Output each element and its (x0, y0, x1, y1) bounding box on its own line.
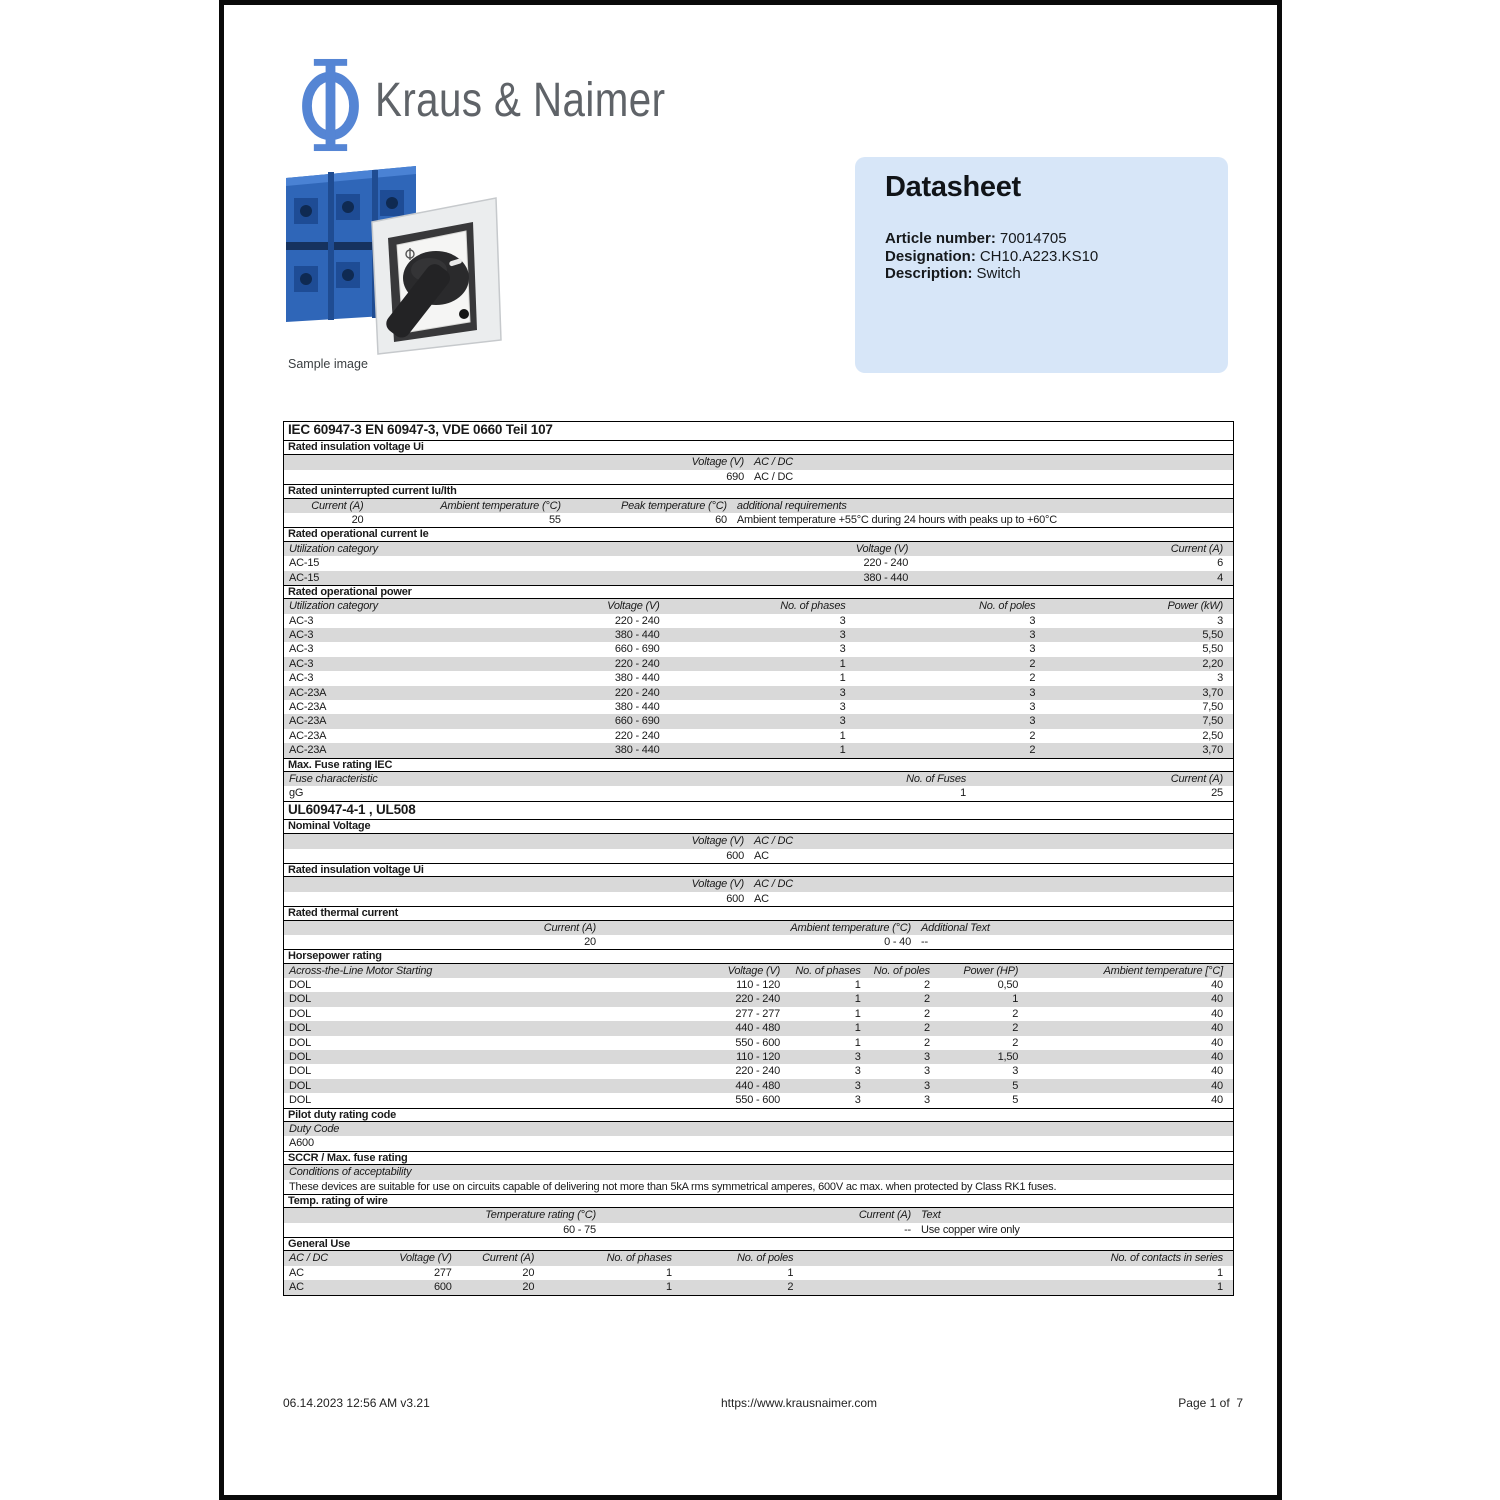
table-cell: 1 (854, 1022, 861, 1035)
table-cell: 2,20 (1202, 657, 1223, 670)
table-cell: 220 - 240 (614, 729, 660, 742)
card-fields (885, 230, 1098, 283)
column-header: Utilization category (289, 542, 378, 555)
table-cell: 3 (1029, 629, 1036, 642)
table-cell: 220 - 240 (863, 557, 909, 570)
table-cell: 1 (839, 744, 846, 757)
article-number-field (885, 230, 1098, 248)
table-cell: AC-23A (289, 701, 327, 714)
column-header: Power (HP) (963, 964, 1019, 977)
table-cell: 220 - 240 (735, 993, 781, 1006)
column-header: additional requirements (736, 499, 847, 512)
section-title: IEC 60947-3 EN 60947-3, VDE 0660 Teil 107 (284, 422, 1233, 441)
column-header: Current (A) (543, 921, 596, 934)
table-row (284, 700, 1233, 714)
table-cell: 1 (787, 1266, 794, 1279)
table-cell: 380 - 440 (614, 744, 660, 757)
column-header: Ambient temperature [°C] (1103, 964, 1223, 977)
table-row (284, 1064, 1233, 1078)
table-cell: 20 (584, 935, 596, 948)
table-row (284, 1021, 1233, 1035)
table-cell: 1 (839, 672, 846, 685)
table-cell: 1 (665, 1281, 672, 1294)
table-row (284, 1280, 1233, 1294)
table-cell: AC-23A (289, 715, 327, 728)
table-cell: 1 (1217, 1281, 1223, 1294)
table-cell: AC-23A (289, 686, 327, 699)
table-row (284, 642, 1233, 656)
table-cell: Use copper wire only (921, 1223, 1020, 1236)
section-title: Pilot duty rating code (284, 1108, 1233, 1122)
column-header-row (284, 499, 1233, 513)
column-header: Additional Text (921, 921, 990, 934)
table-cell: 55 (549, 513, 561, 526)
column-header: No. of phases (780, 600, 846, 613)
table-cell: 660 - 690 (614, 715, 660, 728)
table-cell: 600 (433, 1281, 452, 1294)
column-header: Current (A) (311, 499, 364, 512)
designation-value: CH10.A223.KS10 (979, 247, 1099, 265)
table-cell: 40 (1211, 1094, 1223, 1107)
table-row (284, 1036, 1233, 1050)
table-cell: 1 (854, 993, 861, 1006)
table-cell: 2 (924, 1036, 930, 1049)
article-number-label: Article number: (885, 230, 996, 247)
column-header: No. of poles (737, 1252, 794, 1265)
article-number-value: 70014705 (999, 230, 1067, 247)
footer-page-number: Page 1 of 7 (1178, 1396, 1243, 1410)
table-cell: DOL (289, 979, 312, 992)
table-row (284, 1093, 1233, 1107)
column-header: No. of contacts in series (1110, 1252, 1223, 1265)
table-cell: 3 (1029, 614, 1036, 627)
column-header: Utilization category (289, 600, 378, 613)
column-header: AC / DC (754, 878, 793, 891)
table-cell: DOL (289, 1036, 312, 1049)
table-cell: AC-3 (289, 672, 314, 685)
table-cell: 3 (1029, 643, 1036, 656)
table-cell: 40 (1211, 1036, 1223, 1049)
table-cell: 4 (1217, 571, 1223, 584)
table-cell: 2 (1029, 744, 1036, 757)
section-title: Temp. rating of wire (284, 1194, 1233, 1208)
table-row (284, 1079, 1233, 1093)
table-cell: 3 (1029, 686, 1036, 699)
table-cell: DOL (289, 1079, 312, 1092)
column-header: Voltage (V) (399, 1252, 452, 1265)
column-header: No. of Fuses (906, 772, 967, 785)
table-cell: AC-3 (289, 643, 314, 656)
column-header: No. of poles (873, 964, 930, 977)
column-header: Duty Code (289, 1122, 340, 1135)
table-cell: 2 (924, 1022, 930, 1035)
table-cell: 1 (1217, 1266, 1223, 1279)
table-cell: 0 - 40 (884, 935, 912, 948)
table-cell: 60 - 75 (563, 1223, 596, 1236)
table-cell: 2 (924, 979, 930, 992)
table-cell: AC-3 (289, 629, 314, 642)
column-header: Conditions of acceptability (289, 1166, 412, 1179)
product-caption: Sample image (288, 357, 368, 371)
table-cell: DOL (289, 993, 312, 1006)
table-cell: 20 (522, 1281, 535, 1294)
table-cell: 380 - 440 (614, 701, 660, 714)
column-header: Voltage (V) (691, 835, 744, 848)
table-cell: -- (921, 935, 928, 948)
table-cell: 1 (1012, 993, 1019, 1006)
switch-product-image (268, 162, 505, 356)
table-cell: 3 (839, 614, 846, 627)
table-row (284, 1050, 1233, 1064)
table-cell: AC (754, 849, 769, 862)
section-title: Nominal Voltage (284, 820, 1233, 834)
section-title: Rated insulation voltage Ui (284, 441, 1233, 455)
table-cell: 40 (1211, 1065, 1223, 1078)
table-cell: 1 (665, 1266, 672, 1279)
table-cell: 3 (924, 1051, 930, 1064)
description-field (885, 265, 1098, 283)
column-header: Voltage (V) (855, 542, 909, 555)
column-header-row (284, 1208, 1233, 1222)
table-row (284, 786, 1233, 800)
section-title: Rated thermal current (284, 906, 1233, 920)
table-cell: gG (289, 787, 304, 800)
table-cell: 440 - 480 (735, 1079, 781, 1092)
table-row (284, 556, 1233, 570)
column-header: No. of poles (979, 600, 1036, 613)
table-cell: 1,50 (997, 1051, 1019, 1064)
table-cell: 0,50 (997, 979, 1019, 992)
table-row (284, 978, 1233, 992)
table-cell: 3 (839, 629, 846, 642)
table-cell: 3 (1217, 614, 1223, 627)
table-cell: 20 (351, 513, 364, 526)
page-footer (283, 1396, 1243, 1412)
table-cell: 3 (839, 643, 846, 656)
table-row (284, 714, 1233, 728)
table-row (284, 1180, 1233, 1194)
section-title: Rated operational current Ie (284, 527, 1233, 541)
table-cell: 3,70 (1202, 744, 1223, 757)
table-cell: Ambient temperature +55°C during 24 hours with peaks up to +60°C (736, 513, 1057, 526)
table-cell: DOL (289, 1007, 312, 1020)
column-header: Ambient temperature (°C) (790, 921, 912, 934)
section-title: Rated uninterrupted current Iu/Ith (284, 484, 1233, 498)
table-row (284, 614, 1233, 628)
table-cell: 3 (854, 1094, 861, 1107)
table-cell: 1 (839, 729, 846, 742)
table-cell: 25 (1211, 787, 1223, 800)
table-cell: AC-23A (289, 729, 327, 742)
table-cell: 1 (854, 979, 861, 992)
column-header-row (284, 1122, 1233, 1136)
column-header: Voltage (V) (727, 964, 781, 977)
section-title: General Use (284, 1237, 1233, 1251)
table-cell: AC (289, 1266, 304, 1279)
column-header: AC / DC (754, 456, 793, 469)
column-header-row (284, 1251, 1233, 1265)
footer-date-version: 06.14.2023 12:56 AM v3.21 (283, 1396, 430, 1410)
table-cell: AC (754, 892, 769, 905)
column-header-row (284, 834, 1233, 848)
section-title: Horsepower rating (284, 949, 1233, 963)
table-cell: 600 (726, 892, 744, 905)
table-cell: 3 (1029, 701, 1036, 714)
description-value: Switch (976, 265, 1021, 282)
table-cell: 220 - 240 (614, 614, 660, 627)
table-cell: 7,50 (1202, 715, 1223, 728)
designation-field (885, 248, 1098, 266)
column-header: Voltage (V) (691, 456, 744, 469)
table-cell: 550 - 600 (735, 1094, 781, 1107)
table-row (284, 571, 1233, 585)
table-cell: 7,50 (1202, 701, 1223, 714)
column-header: No. of phases (606, 1252, 672, 1265)
table-row (284, 1007, 1233, 1021)
table-cell: 3,70 (1202, 686, 1223, 699)
section-title: SCCR / Max. fuse rating (284, 1151, 1233, 1165)
footer-url[interactable]: https://www.krausnaimer.com (721, 1396, 878, 1410)
table-cell: A600 (289, 1137, 314, 1150)
table-cell: DOL (289, 1022, 312, 1035)
column-header: Voltage (V) (691, 878, 744, 891)
table-cell: 2 (924, 993, 930, 1006)
column-header: AC / DC (754, 835, 793, 848)
table-row (284, 849, 1233, 863)
table-cell: DOL (289, 1094, 312, 1107)
section-title: Rated operational power (284, 585, 1233, 599)
table-row (284, 470, 1233, 484)
table-cell: 3 (839, 686, 846, 699)
table-row (284, 935, 1233, 949)
table-row (284, 513, 1233, 527)
table-row (284, 892, 1233, 906)
table-cell: 380 - 440 (614, 672, 660, 685)
table-cell: 40 (1211, 993, 1223, 1006)
table-cell: 3 (854, 1051, 861, 1064)
table-cell: 3 (854, 1079, 861, 1092)
table-cell: 40 (1211, 1022, 1223, 1035)
table-cell: 1 (854, 1007, 861, 1020)
table-row (284, 992, 1233, 1006)
info-card (855, 157, 1228, 373)
table-cell: 690 (726, 470, 744, 483)
table-row (284, 628, 1233, 642)
table-cell: 40 (1211, 1079, 1223, 1092)
table-cell: 2 (1029, 657, 1036, 670)
table-cell: 5 (1012, 1079, 1019, 1092)
table-cell: 3 (924, 1094, 930, 1107)
designation-label: Designation: (885, 247, 976, 265)
table-row (284, 657, 1233, 671)
column-header: Current (A) (858, 1209, 912, 1222)
table-cell: 2,50 (1202, 729, 1223, 742)
column-header: Voltage (V) (607, 600, 660, 613)
table-row (284, 743, 1233, 757)
table-cell: These devices are suitable for use on circuits capable of delivering not more than 5kA rms symmetrical amperes, 600V ac max. when protected by Class RK1 fuses. (289, 1180, 1057, 1193)
table-cell: DOL (289, 1065, 312, 1078)
column-header: Across-the-Line Motor Starting (289, 964, 433, 977)
table-cell: AC-3 (289, 614, 314, 627)
table-cell: 40 (1211, 1051, 1223, 1064)
table-cell: 5 (1012, 1094, 1019, 1107)
table-cell: 1 (839, 657, 846, 670)
phi-icon (301, 58, 360, 152)
table-cell: 3 (924, 1065, 930, 1078)
table-row (284, 686, 1233, 700)
column-header-row (284, 772, 1233, 786)
table-cell: 220 - 240 (614, 686, 660, 699)
column-header: No. of phases (795, 964, 861, 977)
table-cell: 3 (839, 701, 846, 714)
table-cell: 6 (1217, 557, 1223, 570)
column-header-row (284, 877, 1233, 891)
brand-name: Kraus & Naimer (375, 74, 666, 127)
table-cell: 3 (924, 1079, 930, 1092)
table-cell: AC-23A (289, 744, 327, 757)
table-cell: 2 (1029, 729, 1036, 742)
section-title: UL60947-4-1 , UL508 (284, 801, 1233, 820)
table-cell: 110 - 120 (736, 1051, 781, 1064)
section-title: Max. Fuse rating IEC (284, 758, 1233, 772)
column-header: Fuse characteristic (289, 772, 378, 785)
table-row (284, 1136, 1233, 1150)
table-cell: 1 (854, 1036, 861, 1049)
table-cell: 1 (960, 787, 967, 800)
table-cell: 277 (433, 1266, 452, 1279)
column-header: Temperature rating (°C) (485, 1209, 596, 1222)
table-cell: 2 (1012, 1022, 1019, 1035)
table-cell: 5,50 (1202, 643, 1223, 656)
table-cell: -- (904, 1223, 912, 1236)
table-cell: 380 - 440 (614, 629, 660, 642)
card-title: Datasheet (885, 171, 1021, 203)
column-header: Power (kW) (1167, 600, 1223, 613)
table-cell: 110 - 120 (736, 979, 781, 992)
table-cell: DOL (289, 1051, 312, 1064)
table-row (284, 671, 1233, 685)
table-row (284, 1223, 1233, 1237)
column-header: AC / DC (289, 1252, 328, 1265)
table-row (284, 1266, 1233, 1280)
table-cell: 2 (1012, 1036, 1019, 1049)
column-header-row (284, 542, 1233, 556)
datasheet-page (219, 0, 1282, 1500)
table-cell: AC-15 (289, 571, 320, 584)
table-cell: AC-3 (289, 657, 314, 670)
column-header: Text (921, 1209, 941, 1222)
table-cell: 40 (1211, 979, 1223, 992)
column-header-row (284, 921, 1233, 935)
table-cell: 660 - 690 (614, 643, 660, 656)
column-header: Peak temperature (°C) (620, 499, 727, 512)
table-cell: 277 - 277 (735, 1007, 781, 1020)
table-cell: 220 - 240 (735, 1065, 781, 1078)
table-row (284, 729, 1233, 743)
column-header-row (284, 455, 1233, 469)
table-cell: 3 (1012, 1065, 1019, 1078)
column-header: Current (A) (1170, 542, 1223, 555)
section-title: Rated insulation voltage Ui (284, 863, 1233, 877)
column-header: Current (A) (482, 1252, 535, 1265)
column-header-row (284, 599, 1233, 613)
table-cell: 220 - 240 (614, 657, 660, 670)
table-cell: 3 (854, 1065, 861, 1078)
table-cell: 2 (1012, 1007, 1019, 1020)
table-cell: 3 (1029, 715, 1036, 728)
table-cell: 2 (1029, 672, 1036, 685)
table-cell: 3 (839, 715, 846, 728)
column-header-row (284, 964, 1233, 978)
column-header: Current (A) (1170, 772, 1223, 785)
table-cell: 380 - 440 (863, 571, 909, 584)
spec-table (283, 421, 1234, 1296)
table-cell: 60 (715, 513, 727, 526)
table-cell: AC-15 (289, 557, 320, 570)
table-cell: 440 - 480 (735, 1022, 781, 1035)
table-cell: AC / DC (754, 470, 793, 483)
table-cell: AC (289, 1281, 304, 1294)
table-cell: 40 (1211, 1007, 1223, 1020)
table-cell: 550 - 600 (735, 1036, 781, 1049)
column-header-row (284, 1165, 1233, 1179)
table-cell: 20 (522, 1266, 535, 1279)
table-cell: 3 (1217, 672, 1223, 685)
table-cell: 2 (924, 1007, 930, 1020)
table-cell: 2 (787, 1281, 794, 1294)
table-cell: 600 (726, 849, 744, 862)
description-label: Description: (885, 265, 973, 282)
column-header: Ambient temperature (°C) (440, 499, 561, 512)
table-cell: 5,50 (1202, 629, 1223, 642)
